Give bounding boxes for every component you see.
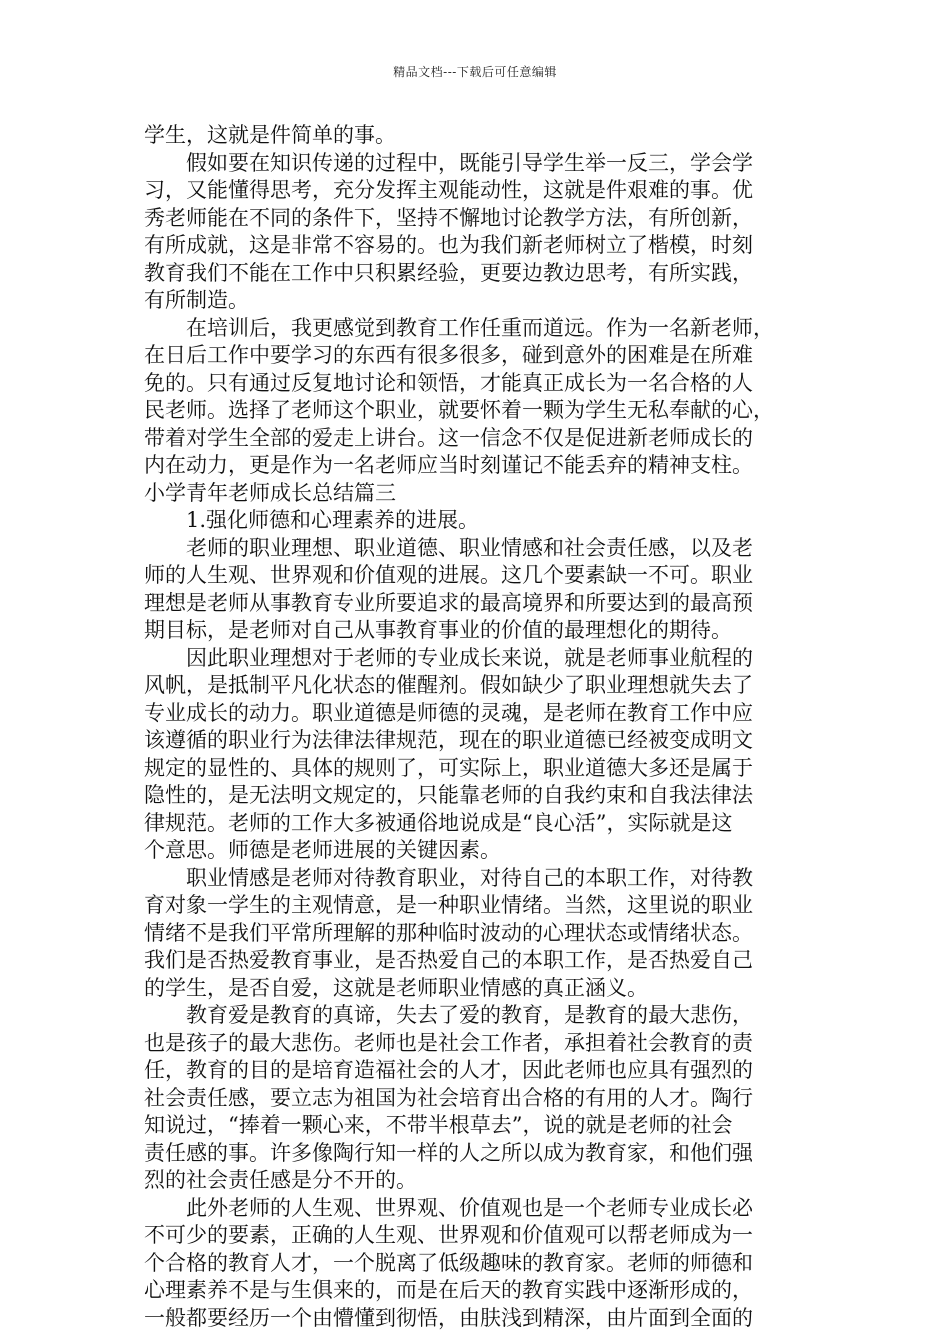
text-line: 社会责任感，要立志为祖国为社会培育出合格的有用的人才。陶行 (144, 1085, 753, 1110)
text-line: 民老师。选择了老师这个职业，就要怀着一颗为学生无私奉献的心， (144, 398, 774, 422)
text-line: 此外老师的人生观、世界观、价值观也是一个老师专业成长必 (144, 1195, 753, 1220)
text-line: 风帆，是抵制平凡化状态的催醒剂。假如缺少了职业理想就失去了 (144, 673, 753, 697)
text-line: 知说过，“捧着一颗心来，不带半根草去”，说的就是老师的社会 (144, 1113, 733, 1137)
text-line: 烈的社会责任感是分不开的。 (144, 1168, 417, 1192)
text-line: 的学生，是否自爱，这就是老师职业情感的真正涵义。 (144, 975, 648, 1000)
body-text (144, 122, 812, 1332)
text-line: 个合格的教育人才，一个脱离了低级趣味的教育家。老师的师德和 (144, 1250, 753, 1275)
text-line: 律规范。老师的工作大多被通俗地说成是“良心活”，实际就是这 (144, 810, 733, 835)
text-line: 一般都要经历一个由懵懂到彻悟，由肤浅到精深，由片面到全面的 (144, 1305, 753, 1330)
text-line: 隐性的，是无法明文规定的，只能靠老师的自我约束和自我法律法 (144, 783, 753, 807)
text-line: 期目标，是老师对自己从事教育事业的价值的最理想化的期待。 (144, 618, 732, 642)
text-line: 老师的职业理想、职业道德、职业情感和社会责任感，以及老 (144, 535, 753, 560)
text-line: 学生，这就是件简单的事。 (144, 123, 396, 147)
text-line: 规定的显性的、具体的规则了，可实际上，职业道德大多还是属于 (144, 755, 753, 780)
text-line: 不可少的要素，正确的人生观、世界观和价值观可以帮老师成为一 (144, 1223, 753, 1247)
text-line: 育对象一学生的主观情意，是一种职业情绪。当然，这里说的职业 (144, 893, 753, 917)
text-line: 教育爱是教育的真谛，失去了爱的教育，是教育的最大悲伤， (144, 1003, 753, 1027)
text-line: 任，教育的目的是培育造福社会的人才，因此老师也应具有强烈的 (144, 1058, 753, 1082)
page-header: 精品文档---下载后可任意编辑 (393, 65, 557, 79)
text-line: 心理素养不是与生俱来的，而是在后天的教育实践中逐渐形成的， (144, 1278, 753, 1302)
text-line: 师的人生观、世界观和价值观的进展。这几个要素缺一不可。职业 (144, 563, 753, 587)
text-line: 在日后工作中要学习的东西有很多很多，碰到意外的困难是在所难 (144, 343, 753, 367)
text-line: 秀老师能在不同的条件下，坚持不懈地讨论教学方法，有所创新， (144, 205, 753, 230)
text-line: 1.强化师德和心理素养的进展。 (144, 508, 480, 532)
text-line: 内在动力，更是作为一名老师应当时刻谨记不能丢弃的精神支柱。 (144, 453, 753, 477)
text-line: 也是孩子的最大悲伤。老师也是社会工作者，承担着社会教育的责 (144, 1030, 753, 1055)
text-line: 情绪不是我们平常所理解的那种临时波动的心理状态或情绪状态。 (144, 920, 753, 945)
text-line: 带着对学生全部的爱走上讲台。这一信念不仅是促进新老师成长的 (144, 425, 753, 450)
text-line: 因此职业理想对于老师的专业成长来说，就是老师事业航程的 (144, 645, 753, 670)
text-line: 习，又能懂得思考，充分发挥主观能动性，这就是件艰难的事。优 (144, 178, 753, 202)
text-line: 在培训后，我更感觉到教育工作任重而道远。作为一名新老师， (144, 315, 774, 340)
text-line: 职业情感是老师对待教育职业，对待自己的本职工作，对待教 (144, 865, 753, 890)
text-line: 有所制造。 (144, 288, 249, 312)
text-line: 我们是否热爱教育事业，是否热爱自己的本职工作，是否热爱自己 (144, 948, 753, 972)
text-line: 个意思。师德是老师进展的关键因素。 (144, 838, 501, 862)
text-line: 责任感的事。许多像陶行知一样的人之所以成为教育家，和他们强 (144, 1140, 753, 1165)
text-line: 假如要在知识传递的过程中，既能引导学生举一反三，学会学 (144, 150, 753, 175)
text-line: 免的。只有通过反复地讨论和领悟，才能真正成长为一名合格的人 (144, 370, 753, 395)
text-line: 有所成就，这是非常不容易的。也为我们新老师树立了楷模，时刻 (144, 233, 753, 257)
text-line: 该遵循的职业行为法律法律规范，现在的职业道德已经被变成明文 (144, 728, 753, 752)
text-line: 专业成长的动力。职业道德是师德的灵魂，是老师在教育工作中应 (144, 700, 753, 725)
text-line: 小学青年老师成长总结篇三 (144, 480, 396, 505)
text-line: 教育我们不能在工作中只积累经验，更要边教边思考，有所实践， (144, 260, 753, 285)
text-line: 理想是老师从事教育专业所要追求的最高境界和所要达到的最高预 (144, 590, 753, 615)
